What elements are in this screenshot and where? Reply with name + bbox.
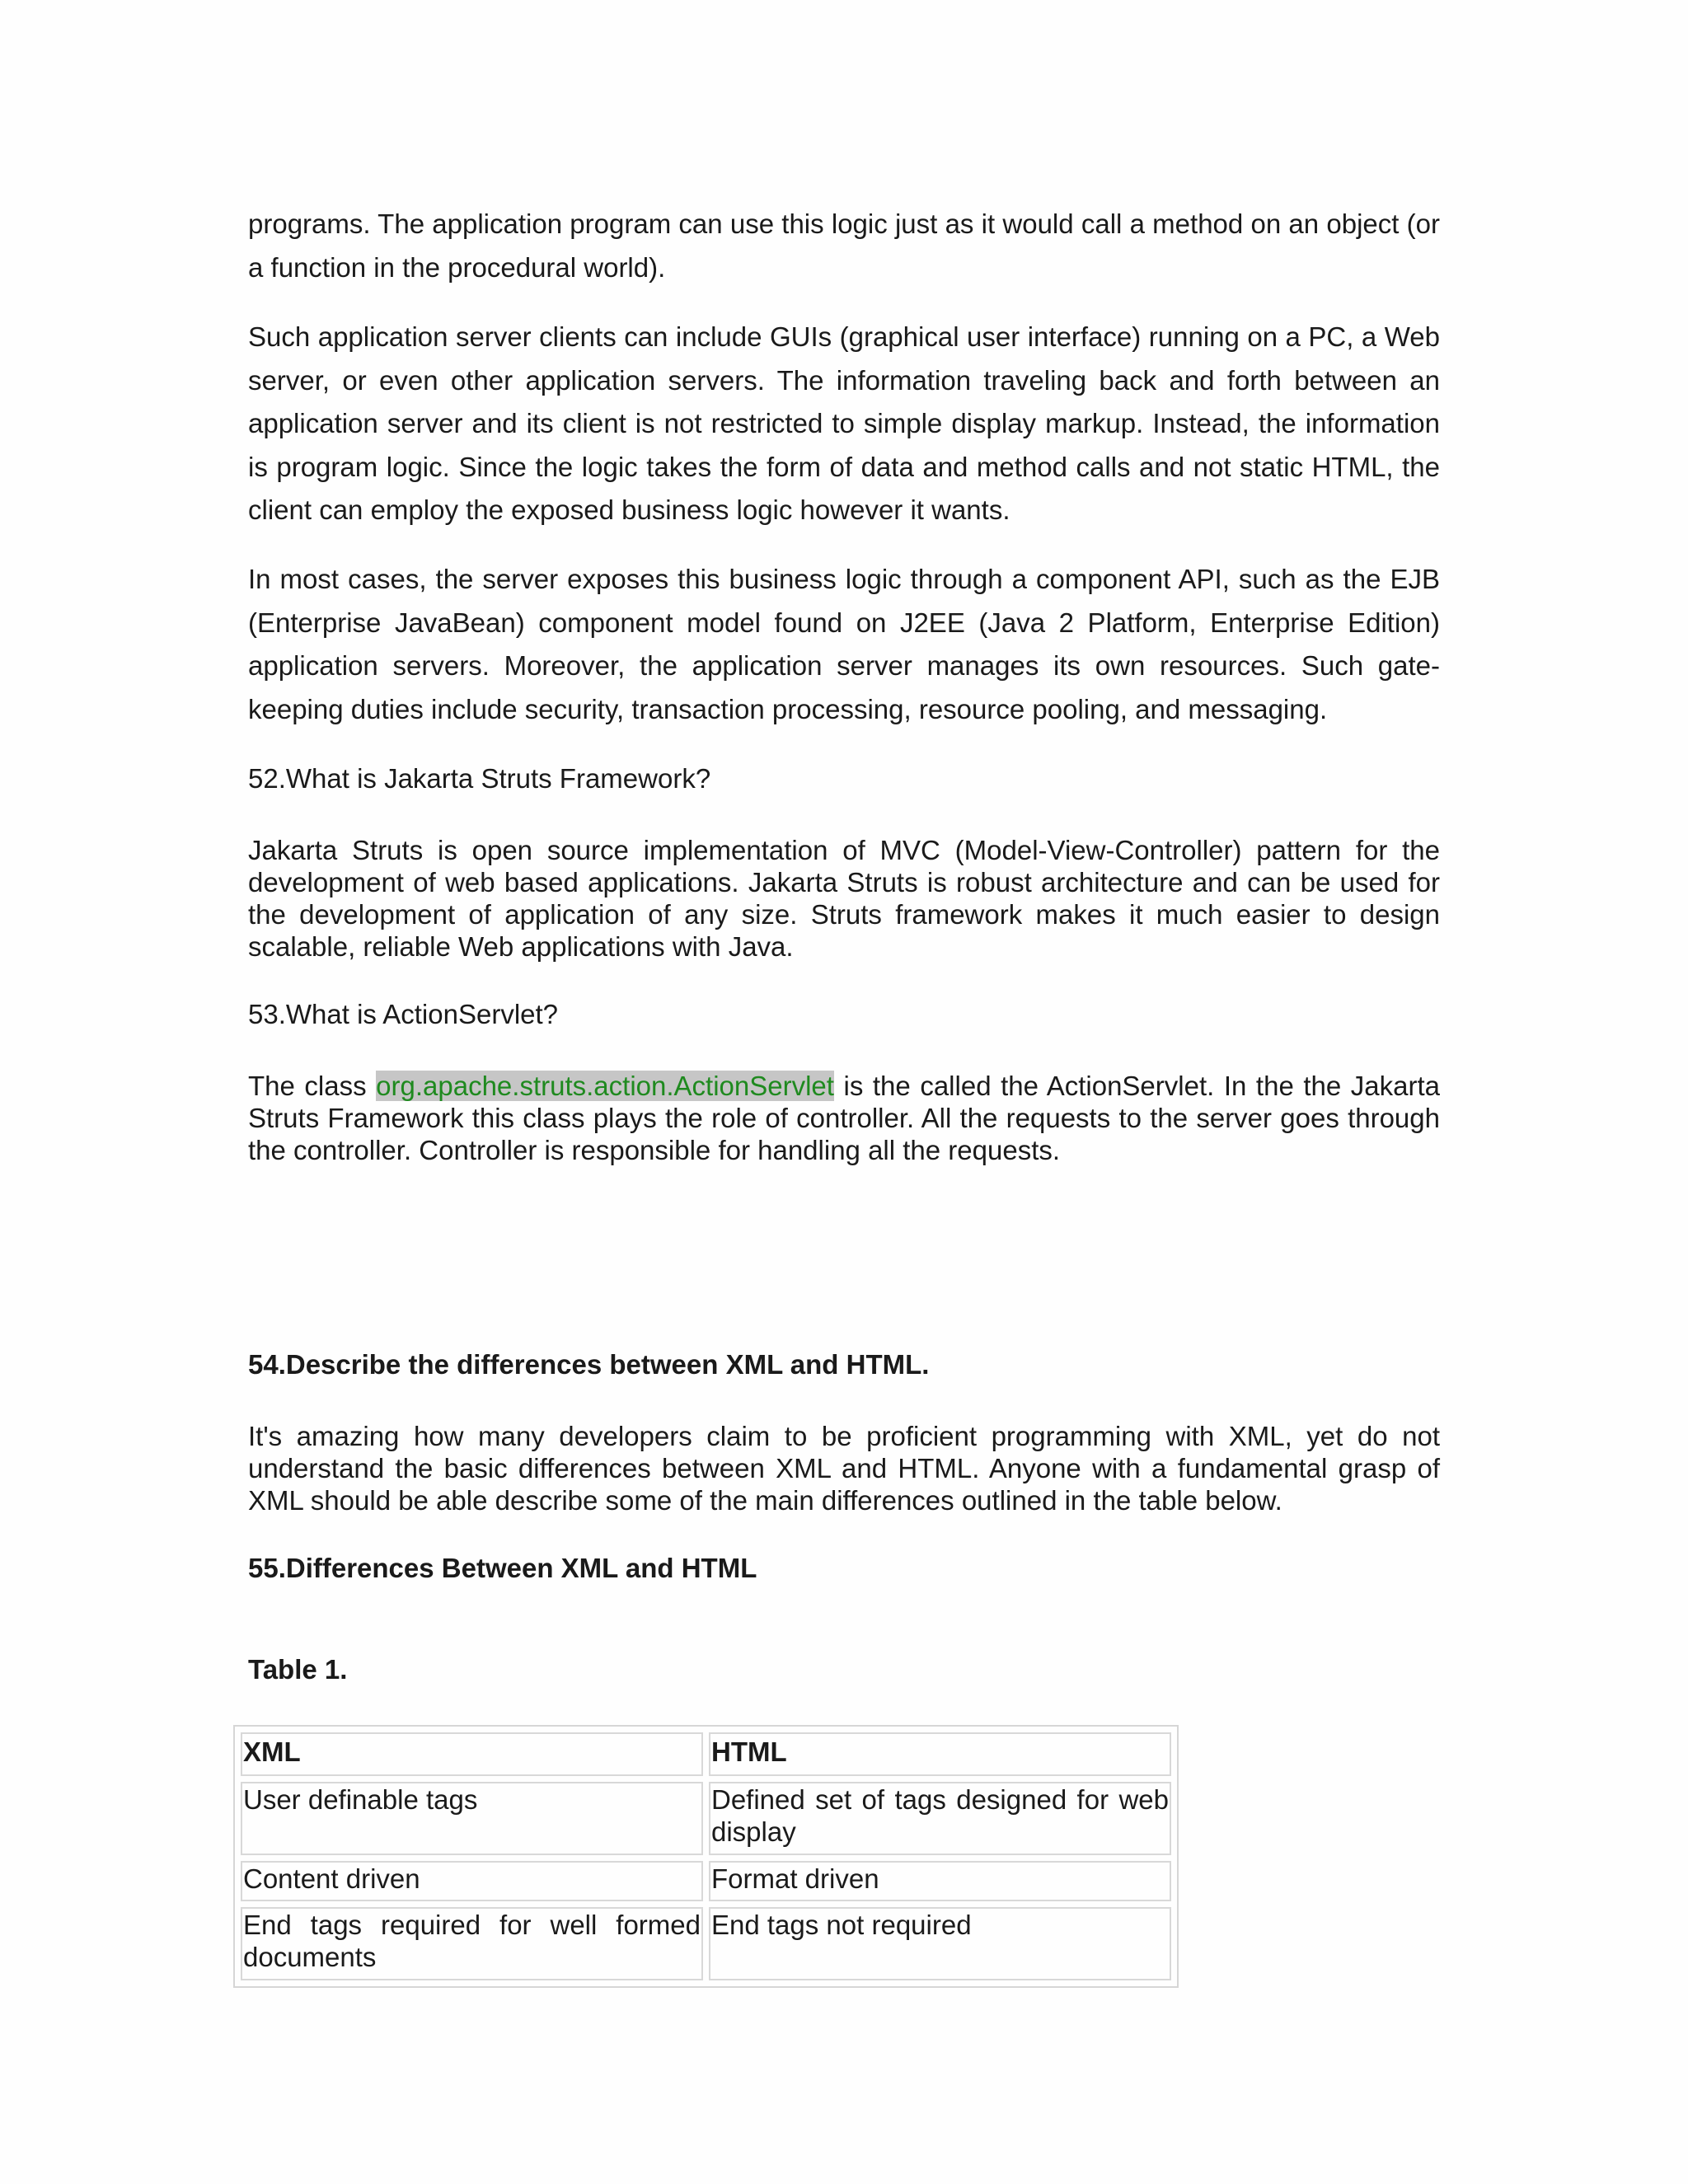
table-row <box>241 1782 1171 1855</box>
actionservlet-class-link[interactable]: org.apache.struts.action.ActionServlet <box>376 1071 834 1101</box>
question-53-heading: 53.What is ActionServlet? <box>248 999 559 1029</box>
xml-html-differences-table <box>233 1725 1179 1988</box>
paragraph-app-server-clients: Such application server clients can include GUIs (graphical user interface) running on a PC, a Web server, or even other application servers. The information traveling back and forth between an application server and its client is not restricted to simple display markup. Instead, the information is program logic. Since the logic takes the form of data and method calls and not static HTML, the client can employ the exposed business logic however it wants. <box>248 321 1440 525</box>
table-caption: Table 1. <box>248 1654 348 1685</box>
answer-52-paragraph: Jakarta Struts is open source implementation of MVC (Model-View-Controller) pattern for the development of web based applications. Jakarta Struts is robust architecture and can be used for the development of application of any size. Struts framework makes it much easier to design scalable, reliable Web applications with Java. <box>248 835 1440 962</box>
question-55-heading: 55.Differences Between XML and HTML <box>248 1553 757 1583</box>
paragraph-component-api: In most cases, the server exposes this business logic through a component API, such as the EJB (Enterprise JavaBean) component model found on J2EE (Java 2 Platform, Enterprise Edition) application servers. Moreover, the application server manages its own resources. Such gate-keeping duties include security, transaction processing, resource pooling, and messaging. <box>248 564 1440 724</box>
table-header-row <box>241 1732 1171 1776</box>
answer-54-paragraph: It's amazing how many developers claim to be proficient programming with XML, yet do not understand the basic differences between XML and HTML. Anyone with a fundamental grasp of XML should be able describe some of the main differences outlined in the table below. <box>248 1421 1440 1516</box>
table-row <box>241 1861 1171 1901</box>
table-row <box>241 1907 1171 1980</box>
table-cell-html: Format driven <box>709 1861 1171 1901</box>
table-cell-xml: Content driven <box>241 1861 703 1901</box>
table-header-xml: XML <box>241 1732 703 1776</box>
answer-53-prefix: The class <box>248 1071 377 1101</box>
table-cell-xml: User definable tags <box>241 1782 703 1855</box>
question-54-heading: 54.Describe the differences between XML and HTML. <box>248 1349 930 1380</box>
table-cell-html: End tags not required <box>709 1907 1171 1980</box>
paragraph-programs: programs. The application program can use this logic just as it would call a method on an object (or a function in the procedural world). <box>248 209 1440 283</box>
answer-53-paragraph <box>248 1070 1440 1166</box>
table-cell-xml: End tags required for well formed documents <box>241 1907 703 1980</box>
table-header-html: HTML <box>709 1732 1171 1776</box>
table-cell-html: Defined set of tags designed for web display <box>709 1782 1171 1855</box>
answer-53-suffix: is the called the ActionServlet. In the the Jakarta Struts Framework this class plays the role of controller. All the requests to the server goes through the controller. Controller is responsible for handling all the requests. <box>248 1071 1440 1165</box>
question-52-heading: 52.What is Jakarta Struts Framework? <box>248 763 711 794</box>
